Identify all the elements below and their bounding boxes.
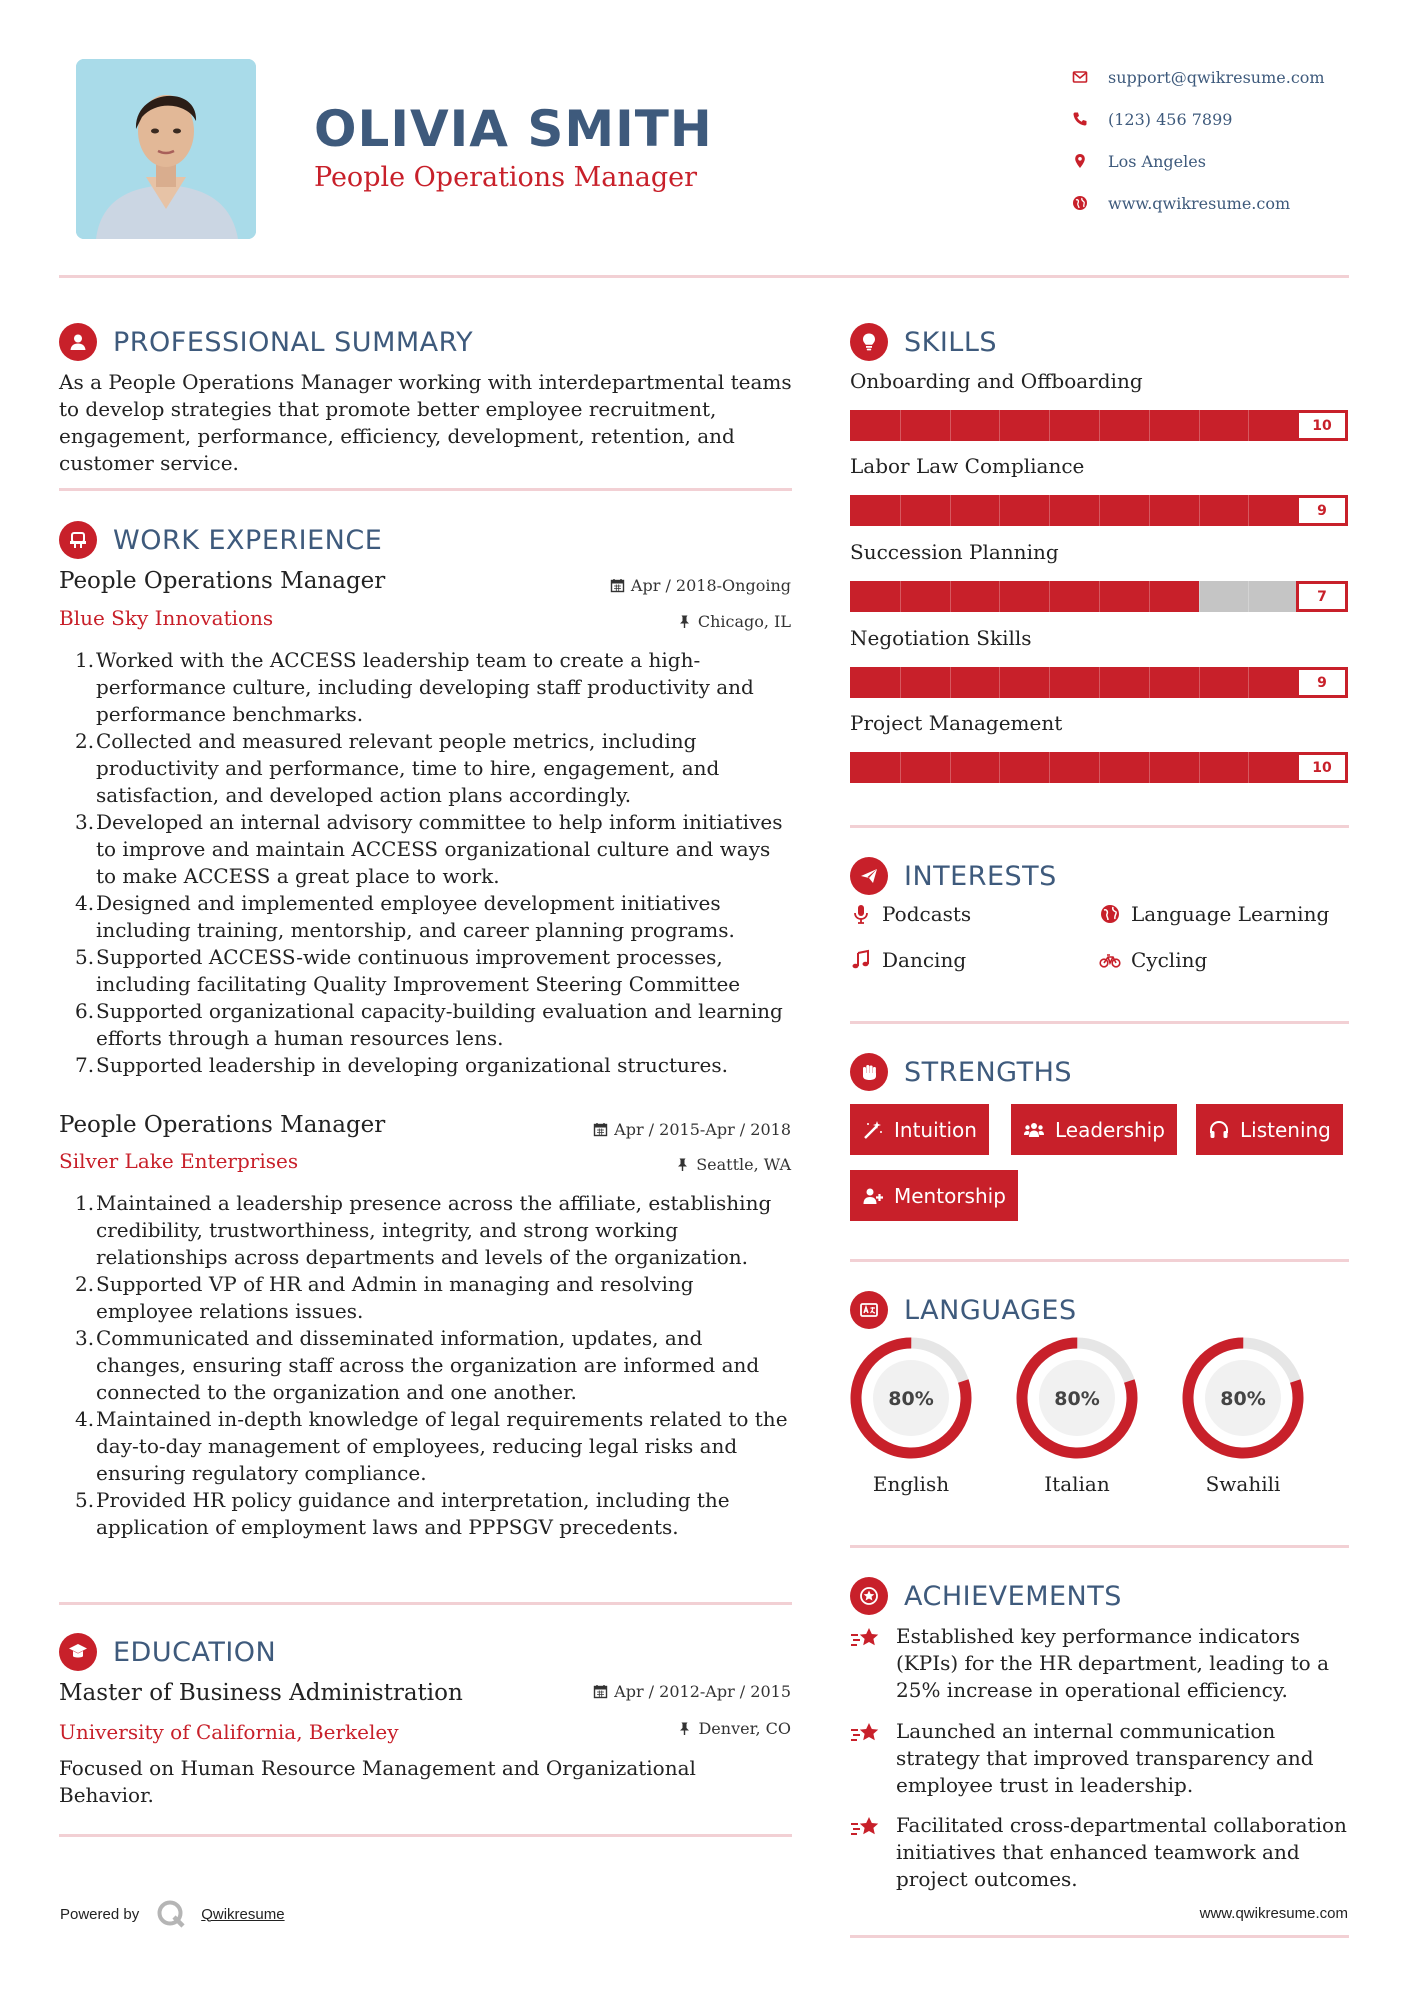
pushpin-icon [677,1721,692,1736]
interests-header [850,857,1057,895]
skills-divider [850,825,1349,828]
education-header [59,1633,276,1671]
skill-bar-segment [999,495,1000,526]
skill-bar-segment [1099,752,1100,783]
skill-level: 10 [1296,752,1348,783]
language-name: Swahili [1205,1472,1281,1496]
calendar-icon [593,1122,608,1137]
language-item [1015,1336,1139,1496]
microphone-icon [850,903,872,925]
skill-item [850,626,1348,698]
headphones-icon [1208,1119,1230,1141]
job-bullet: Maintained in-depth knowledge of legal requirements related to the day-to-day management of employees, reducing legal risks and ensuring regulatory compliance. [96,1407,788,1485]
language-percent: 80% [888,1388,934,1410]
skill-bar-segment [1049,410,1050,441]
skill-item [850,711,1348,783]
skill-bar [850,752,1348,783]
email-text: support@qwikresume.com [1108,67,1325,87]
language-percent: 80% [1220,1388,1266,1410]
job-location [677,612,791,631]
strength-label: Intuition [894,1117,977,1142]
fist-icon [850,1053,888,1091]
strength-tag [1196,1104,1343,1155]
calendar-icon [593,1684,608,1699]
contact-website[interactable] [1072,182,1372,224]
skill-bar-segment [1149,410,1150,441]
skill-bar-segment [1149,581,1150,612]
strength-tag [1011,1104,1177,1155]
job-location-text: Chicago, IL [697,612,791,631]
summary-heading: PROFESSIONAL SUMMARY [113,326,474,358]
strengths-header [850,1053,1072,1091]
interest-item [1099,948,1207,972]
job-dates-text: Apr / 2015-Apr / 2018 [614,1120,791,1139]
skill-name: Labor Law Compliance [850,454,1085,478]
achievement-text: Facilitated cross-departmental collaboration initiatives that enhanced teamwork and project outcomes. [896,1813,1347,1891]
language-item [1181,1336,1305,1496]
language-percent: 80% [1054,1388,1100,1410]
language-name: English [872,1472,950,1496]
strength-label: Mentorship [894,1183,1006,1208]
briefcase-icon [59,521,97,559]
footer-website[interactable]: www.qwikresume.com [1199,1905,1348,1922]
skill-bar-segment [900,495,901,526]
work-divider [59,1602,792,1605]
skill-bar-segment [900,581,901,612]
skill-level: 9 [1296,495,1348,526]
skill-name: Succession Planning [850,540,1059,564]
skill-bar-segment [1199,752,1200,783]
skill-bar-segment [1149,495,1150,526]
magic-wand-icon [862,1119,884,1141]
skill-bar [850,667,1348,698]
job-bullet: Collected and measured relevant people metrics, including productivity and performance, time to hire, engagement, and satisfaction, and developed action plans accordingly. [96,729,720,807]
skill-bar-segment [999,667,1000,698]
interest-item [1099,902,1329,926]
job-bullet: Supported ACCESS-wide continuous improvement processes, including facilitating Quality Improvement Steering Committee [96,945,741,996]
skill-level: 7 [1296,581,1348,612]
star-streak-icon [850,1812,896,1893]
skill-bar-segment [1099,581,1100,612]
skill-bar-segment [1099,495,1100,526]
users-icon [1023,1119,1045,1141]
job-bullet: Worked with the ACCESS leadership team to create a high-performance culture, including developing staff productivity and performance benchmarks. [96,648,754,726]
skill-bar-fill [850,667,1298,698]
job-bullet: Maintained a leadership presence across the affiliate, establishing credibility, trustworthiness, integrity, and strong working relationships across departments and levels of the organization. [96,1191,772,1269]
achievements-header [850,1577,1122,1615]
achievement-item [850,1812,1350,1893]
award-star-icon [850,1577,888,1615]
skill-bar-segment [1199,581,1200,612]
skill-bar [850,581,1348,612]
skills-heading: SKILLS [904,326,998,358]
summary-divider [59,488,792,491]
achievement-text: Established key performance indicators (KPIs) for the HR department, leading to a 25% increase in operational efficiency. [896,1624,1330,1702]
skill-bar-segment [1248,581,1249,612]
interest-label: Dancing [882,948,967,972]
skill-bar-segment [1149,667,1150,698]
language-ring [1015,1336,1139,1460]
user-plus-icon [862,1185,884,1207]
work-header [59,521,382,559]
interests-heading: INTERESTS [904,860,1057,892]
footer-divider [850,1935,1349,1938]
skill-name: Negotiation Skills [850,626,1032,650]
interest-label: Cycling [1131,948,1208,972]
languages-heading: LANGUAGES [904,1294,1077,1326]
powered-by-text: Powered by [60,1905,140,1923]
lightbulb-icon [850,323,888,361]
pushpin-icon [675,1157,690,1172]
star-streak-icon [850,1623,896,1704]
paper-plane-icon [850,857,888,895]
job-role: People Operations Manager [59,568,386,594]
strengths-heading: STRENGTHS [904,1056,1073,1088]
skill-bar-segment [950,410,951,441]
language-ring [849,1336,973,1460]
interest-item [850,948,966,972]
job-bullets [78,1190,794,1541]
skills-header [850,323,997,361]
skill-bar-segment [1248,495,1249,526]
skill-bar-segment [1049,495,1050,526]
website-text: www.qwikresume.com [1108,193,1291,213]
envelope-icon [1072,69,1108,85]
job-bullets [78,647,794,1079]
skill-bar-segment [1199,410,1200,441]
job-bullet: Supported leadership in developing organizational structures. [96,1053,728,1077]
skill-name: Onboarding and Offboarding [850,369,1143,393]
job-company: Blue Sky Innovations [59,606,274,630]
pushpin-icon [677,614,692,629]
language-name: Italian [1044,1472,1110,1496]
skill-bar-segment [999,410,1000,441]
achievement-item [850,1623,1350,1704]
skill-bar-segment [1248,667,1249,698]
education-location-text: Denver, CO [698,1719,791,1738]
languages-header [850,1291,1077,1329]
skill-bar-segment [1099,667,1100,698]
map-pin-icon [1072,153,1108,169]
bicycle-icon [1099,949,1121,971]
location-text: Los Angeles [1108,151,1206,171]
music-note-icon [850,949,872,971]
summary-text: As a People Operations Manager working with interdepartmental teams to develop strategies that promote better employee recruitment, engagement, performance, efficiency, development, retention, and customer service. [59,370,792,475]
work-heading: WORK EXPERIENCE [113,524,383,556]
achievement-item [850,1718,1350,1799]
phone-text: (123) 456 7899 [1108,109,1233,129]
qwikresume-logo-icon [155,1898,187,1930]
interest-item [850,902,971,926]
globe-icon [1099,903,1121,925]
achievement-text: Launched an internal communication strategy that improved transparency and employee trust in leadership. [896,1719,1314,1797]
skill-bar-segment [900,410,901,441]
summary-header [59,323,473,361]
degree-title: Master of Business Administration [59,1680,463,1706]
achievements-heading: ACHIEVEMENTS [904,1580,1122,1612]
job-dates [593,1120,791,1139]
language-icon [850,1291,888,1329]
contact-block [1072,56,1372,224]
education-heading: EDUCATION [113,1636,277,1668]
school-name: University of California, Berkeley [59,1720,399,1744]
strength-label: Listening [1240,1117,1331,1142]
header-divider [59,275,1349,278]
education-dates [593,1682,791,1701]
skill-item [850,540,1348,612]
skill-level: 10 [1296,410,1348,441]
skill-level: 9 [1296,667,1348,698]
profile-photo [76,59,256,239]
contact-location [1072,140,1372,182]
skill-bar-segment [900,667,901,698]
star-streak-icon [850,1718,896,1799]
skill-bar-fill [850,581,1199,612]
job-bullet: Supported VP of HR and Admin in managing and resolving employee relations issues. [96,1272,694,1323]
candidate-title: People Operations Manager [314,162,698,193]
skill-bar-segment [1248,410,1249,441]
language-item [849,1336,973,1496]
phone-icon [1072,111,1108,127]
job-bullet: Communicated and disseminated information, updates, and changes, ensuring staff across the organization are informed and connected to the organization and one another. [96,1326,760,1404]
job-location-text: Seattle, WA [696,1155,791,1174]
job-role: People Operations Manager [59,1112,386,1138]
skill-bar-segment [1149,752,1150,783]
skill-bar-segment [999,581,1000,612]
interests-divider [850,1021,1349,1024]
interest-label: Podcasts [882,902,972,926]
strengths-divider [850,1259,1349,1262]
strength-tag [850,1170,1018,1221]
contact-email[interactable] [1072,56,1372,98]
job-dates-text: Apr / 2018-Ongoing [630,576,791,595]
strength-label: Leadership [1055,1117,1165,1142]
graduation-cap-icon [59,1633,97,1671]
skill-bar-segment [900,752,901,783]
qwikresume-link[interactable]: Qwikresume [201,1905,285,1923]
skill-bar-segment [950,581,951,612]
job-bullet: Designed and implemented employee development initiatives including training, mentorship, and career planning programs. [96,891,735,942]
skill-bar [850,410,1348,441]
skill-bar-segment [950,667,951,698]
skill-bar-segment [999,752,1000,783]
job-dates [610,576,791,595]
interest-label: Language Learning [1131,902,1330,926]
job-location [675,1155,791,1174]
footer-powered-by [60,1898,285,1930]
skill-bar-segment [950,495,951,526]
skill-bar-segment [1049,581,1050,612]
education-description: Focused on Human Resource Management and Organizational Behavior. [59,1756,696,1807]
education-location [677,1719,791,1738]
skill-bar-segment [1199,667,1200,698]
skill-item [850,454,1348,526]
skill-bar-segment [1049,752,1050,783]
strength-tag [850,1104,989,1155]
globe-icon [1072,195,1108,211]
education-dates-text: Apr / 2012-Apr / 2015 [614,1682,791,1701]
skill-bar-segment [1049,667,1050,698]
language-ring [1181,1336,1305,1460]
education-divider [59,1834,792,1837]
user-icon [59,323,97,361]
job-bullet: Developed an internal advisory committee to help inform initiatives to improve and maintain ACCESS organizational culture and ways to make ACCESS a great place to work. [96,810,783,888]
skill-bar-fill [850,495,1298,526]
calendar-icon [610,578,625,593]
skill-bar [850,495,1348,526]
skill-name: Project Management [850,711,1063,735]
job-company: Silver Lake Enterprises [59,1149,299,1173]
skill-bar-segment [1248,752,1249,783]
contact-phone[interactable] [1072,98,1372,140]
job-bullet: Supported organizational capacity-building evaluation and learning efforts through a human resources lens. [96,999,783,1050]
languages-divider [850,1545,1349,1548]
job-bullet: Provided HR policy guidance and interpretation, including the application of employment laws and PPPSGV precedents. [96,1488,730,1539]
candidate-name: OLIVIA SMITH [314,100,713,158]
skill-bar-segment [1199,495,1200,526]
skill-item [850,369,1348,441]
skill-bar-segment [1099,410,1100,441]
skill-bar-segment [950,752,951,783]
